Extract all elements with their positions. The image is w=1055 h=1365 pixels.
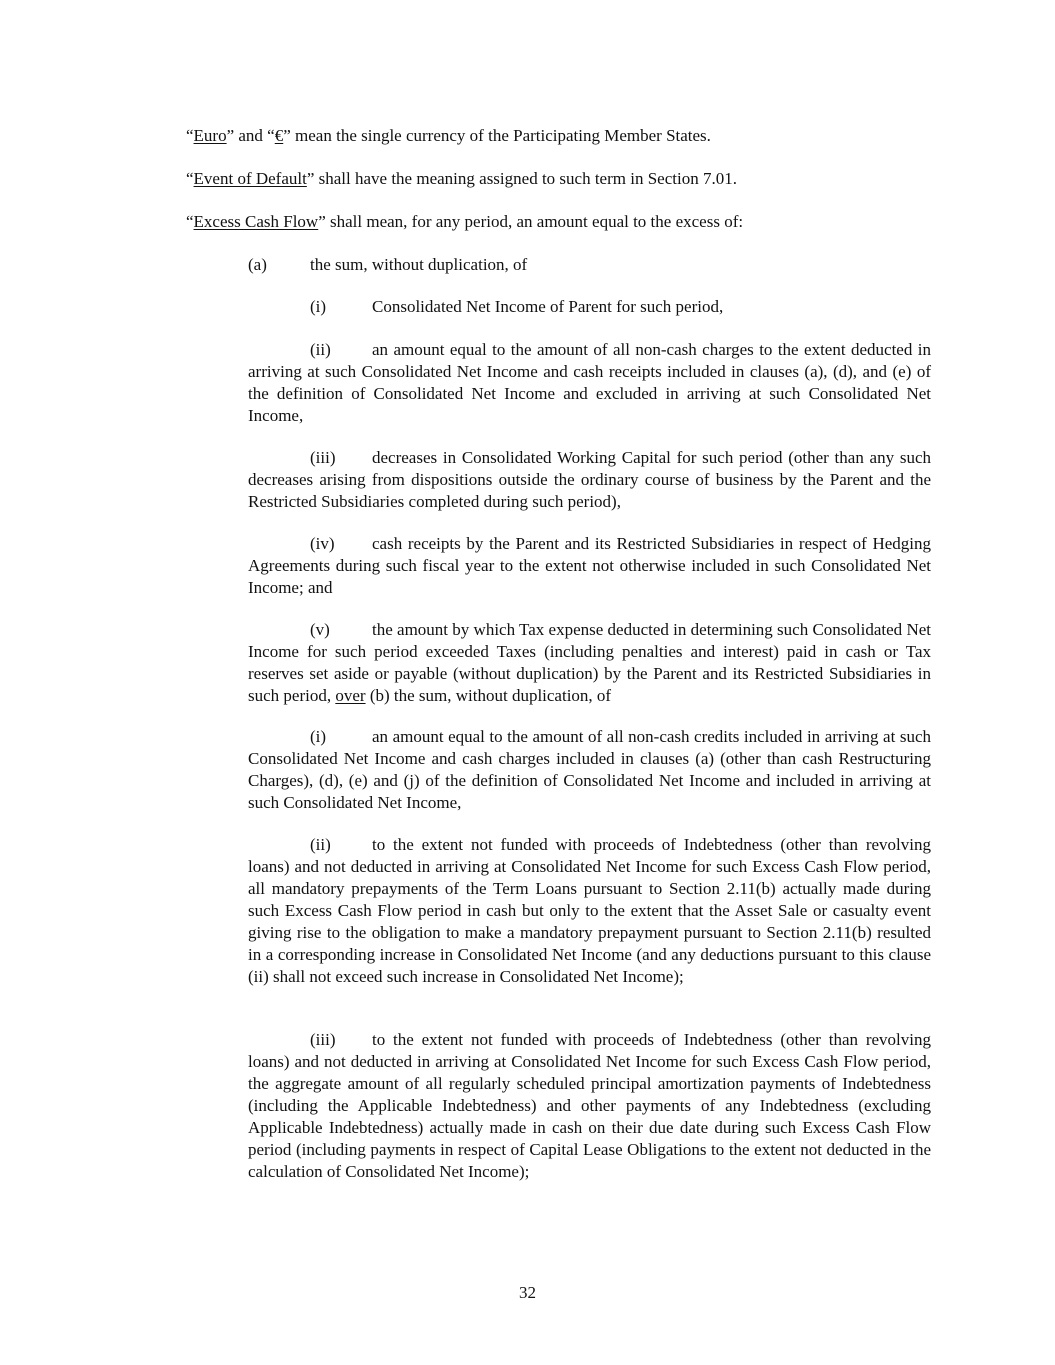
quote-connector: ” and “ <box>226 126 275 145</box>
page-number: 32 <box>519 1283 536 1302</box>
open-quote: “ <box>186 169 194 188</box>
definition-event-of-default <box>186 168 934 190</box>
a-item-4 <box>248 533 931 599</box>
clause-label: (i) <box>310 297 327 316</box>
b-item-2 <box>248 834 931 988</box>
clause-text-tail: (b) the sum, without duplication, of <box>365 686 612 705</box>
defined-term-excess-cash-flow: Excess Cash Flow <box>193 212 319 231</box>
defined-term-event-of-default: Event of Default <box>193 169 307 188</box>
defined-term-euro-symbol: € <box>274 126 284 145</box>
clause-label: (ii) <box>310 835 331 854</box>
a-item-3 <box>248 447 931 513</box>
clause-text: Consolidated Net Income of Parent for such period, <box>372 297 724 316</box>
clause-text: to the extent not funded with proceeds of Indebtedness (other than revolving loans) and not deducted in arriving at Consolidated Net Income for such Excess Cash Flow period, all mandatory prepayments of the Term Loans pursuant to Section 2.11(b) actually made during such Excess Cash Flow period in cash but only to the extent that the Asset Sale or casualty event giving rise to the obligation to make a mandatory prepayment pursuant to Section 2.11(b) resulted in a corresponding increase in Consolidated Net Income (and any deductions pursuant to this clause (ii) shall not exceed such increase in Consolidated Net Income); <box>248 835 931 986</box>
clause-text: the sum, without duplication, of <box>310 255 528 274</box>
definition-excess-cash-flow <box>186 211 934 233</box>
clause-text: cash receipts by the Parent and its Restricted Subsidiaries in respect of Hedging Agreements during such fiscal year to the extent not otherwise included in such Consolidated Net Income; and <box>248 534 931 597</box>
definition-text: ” mean the single currency of the Participating Member States. <box>283 126 711 145</box>
definition-text: ” shall have the meaning assigned to such term in Section 7.01. <box>306 169 737 188</box>
clause-label: (a) <box>248 255 267 274</box>
clause-text: decreases in Consolidated Working Capital for such period (other than any such decreases arising from dispositions outside the ordinary course of business by the Parent and the Restricted Subsidiaries completed during such period), <box>248 448 931 511</box>
clause-label: (iv) <box>310 534 335 553</box>
a-item-1 <box>310 296 723 318</box>
clause-label: (iii) <box>310 1030 336 1049</box>
clause-text: an amount equal to the amount of all non-cash charges to the extent deducted in arriving at such Consolidated Net Income and cash receipts included in clauses (a), (d), and (e) of the definition of Consolidated Net Income and excluded in arriving at such Consolidated Net Income, <box>248 340 931 425</box>
clause-text: an amount equal to the amount of all non-cash credits included in arriving at such Consolidated Net Income and cash charges included in clauses (a) (other than cash Restructuring Charges), (d), (e) and (j) of the definition of Consolidated Net Income and included in arriving at such Consolidated Net Income, <box>248 727 931 812</box>
b-item-3 <box>248 1029 931 1183</box>
clause-a <box>248 254 527 276</box>
b-item-1 <box>248 726 931 814</box>
clause-text: the amount by which Tax expense deducted in determining such Consolidated Net Income for such period exceeded Taxes (including penalties and interest) paid in cash or Tax reserves set aside or payable (without duplication) by the Parent and its Restricted Subsidiaries in such period, <box>248 620 931 705</box>
open-quote: “ <box>186 212 194 231</box>
clause-label: (iii) <box>310 448 336 467</box>
clause-label: (i) <box>310 727 327 746</box>
defined-term-euro: Euro <box>193 126 227 145</box>
a-item-2 <box>248 339 931 427</box>
underlined-over: over <box>335 686 366 705</box>
clause-label: (ii) <box>310 340 331 359</box>
open-quote: “ <box>186 126 194 145</box>
definition-text: ” shall mean, for any period, an amount equal to the excess of: <box>318 212 744 231</box>
definition-euro <box>186 125 934 147</box>
clause-text: to the extent not funded with proceeds of Indebtedness (other than revolving loans) and not deducted in arriving at Consolidated Net Income for such Excess Cash Flow period, the aggregate amount of all regularly scheduled principal amortization payments of Indebtedness (including the Applicable Indebtedness) and other payments of any Indebtedness (excluding Applicable Indebtedness) actually made in cash on their due date during such Excess Cash Flow period (including payments in respect of Capital Lease Obligations to the extent not deducted in the calculation of Consolidated Net Income); <box>248 1030 931 1181</box>
a-item-5 <box>248 619 931 707</box>
clause-label: (v) <box>310 620 330 639</box>
